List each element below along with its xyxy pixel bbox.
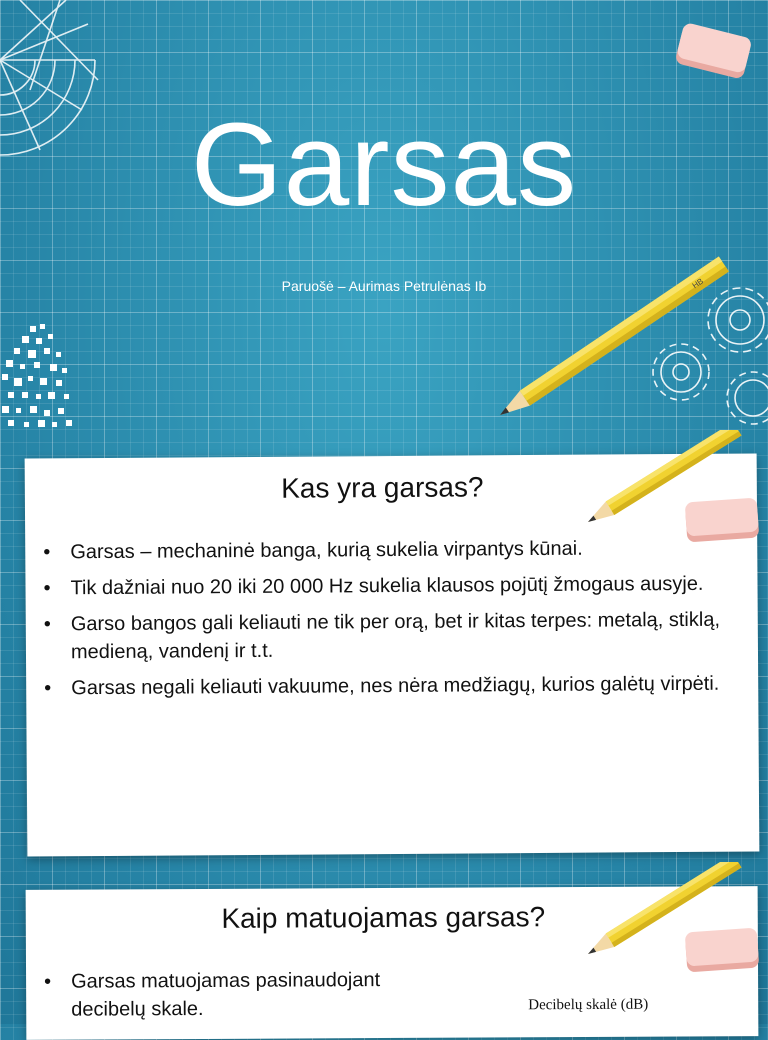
slide-heading: Kaip matuojamas garsas? [221, 901, 546, 934]
eraser-decoration [682, 494, 762, 546]
bullet-item: • Garsas matuojamas pasinaudojant decibelų skale. [26, 966, 446, 1024]
slide-heading: Kas yra garsas? [281, 471, 484, 504]
author-subtitle: Paruošė – Aurimas Petrulėnas Ib [281, 278, 487, 294]
pencil-decoration [490, 230, 768, 425]
bullet-item: • Garsas – mechaninė banga, kurią sukelia virpantys kūnai. [25, 534, 725, 567]
eraser-decoration [682, 924, 762, 976]
page-title: Garsas [190, 99, 578, 231]
bullet-item: • Garsas negali keliauti vakuume, nes nėra medžiagų, kurios galėtų virpėti. [26, 670, 726, 703]
pencil-hardness-label: HB [690, 276, 705, 291]
bullet-list [25, 534, 726, 711]
title-slide [0, 0, 768, 435]
bullet-list [26, 966, 446, 1032]
decibel-scale-caption: Decibelų skalė (dB) [528, 996, 649, 1014]
bullet-item: • Garso bangos gali keliauti ne tik per orą, bet ir kitas terpes: metalą, stiklą, medieną, vandenį ir t.t. [26, 606, 726, 667]
eraser-decoration [672, 22, 756, 84]
pixel-pattern-decoration [0, 322, 78, 434]
bullet-item: • Tik dažniai nuo 20 iki 20 000 Hz sukelia klausos pojūtį žmogaus ausyje. [25, 570, 725, 603]
